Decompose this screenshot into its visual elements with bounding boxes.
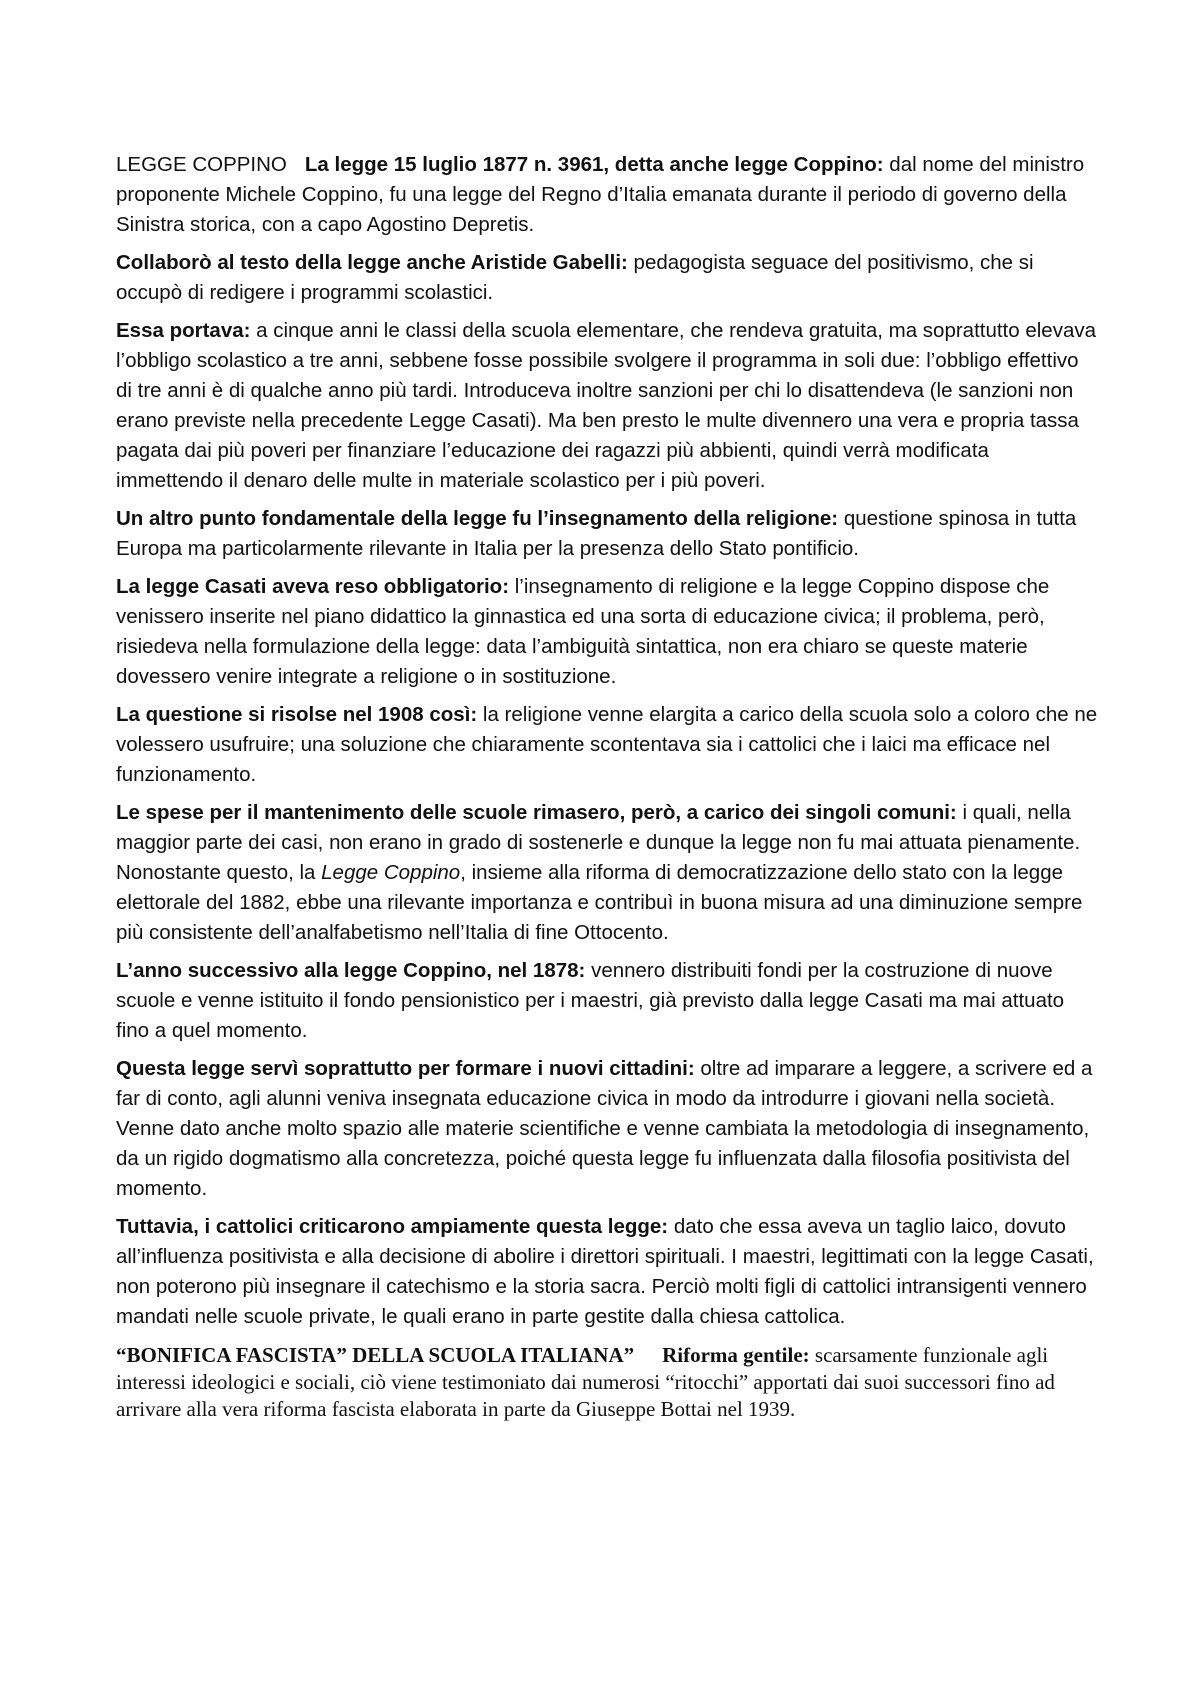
paragraph-lead: Questa legge servì soprattutto per formare i nuovi cittadini: — [116, 1057, 695, 1080]
paragraph-bonifica-fascista — [116, 1342, 1100, 1423]
paragraph-lead: Collaborò al testo della legge anche Aristide Gabelli: — [116, 251, 628, 274]
italic-legge-coppino: Legge Coppino — [321, 861, 461, 884]
paragraph-text: dal nome del ministro proponente Michele Coppino, fu una legge del Regno d’Italia emanata durante il periodo di governo della Sinistra storica, con a capo Agostino Depretis. — [116, 153, 1085, 236]
paragraph-lead: L’anno successivo alla legge Coppino, nel 1878: — [116, 959, 586, 982]
paragraph-lead: Essa portava: — [116, 319, 251, 342]
paragraph-legge-casati — [116, 572, 1100, 692]
paragraph-religione — [116, 504, 1100, 564]
paragraph-lead: La questione si risolse nel 1908 così: — [116, 703, 478, 726]
paragraph-legge-coppino — [116, 150, 1100, 240]
document-page — [116, 150, 1100, 1431]
paragraph-text: oltre ad imparare a leggere, a scrivere ed a far di conto, agli alunni veniva insegnata educazione civica in modo da introdurre i giovani nella società. Venne dato anche molto spazio alle materie scientifiche e venne cambiata la metodologia di insegnamento, da un rigido dogmatismo alla concretezza, poiché questa legge fu influenzata dalla filosofia positivista del momento. — [116, 1057, 1093, 1200]
paragraph-nuovi-cittadini — [116, 1054, 1100, 1204]
paragraph-essa-portava — [116, 316, 1100, 496]
paragraph-lead: Tuttavia, i cattolici criticarono ampiamente questa legge: — [116, 1215, 669, 1238]
paragraph-text: a cinque anni le classi della scuola elementare, che rendeva gratuita, ma soprattutto elevava l’obbligo scolastico a tre anni, sebbene fosse possibile svolgere il programma in soli due: l’obbligo effettivo di tre anni è di qualche anno più tardi. Introduceva inoltre sanzioni per chi lo disattendeva (le sanzioni non erano previste nella precedente Legge Casati). Ma ben presto le multe divennero una vera e propria tassa pagata dai più poveri per finanziare l’educazione dei ragazzi più abbienti, quindi verrà modificata immettendo il denaro delle multe in materiale scolastico per i più poveri. — [116, 319, 1097, 492]
paragraph-text: scarsamente funzionale agli interessi ideologici e sociali, ciò viene testimoniato dai numerosi “ritocchi” apportati dai suoi successori fino ad arrivare alla vera riforma fascista elaborata in parte da Giuseppe Bottai nel 1939. — [116, 1343, 1055, 1421]
paragraph-lead: La legge Casati aveva reso obbligatorio: — [116, 575, 510, 598]
paragraph-text: pedagogista seguace del positivismo, che si occupò di redigere i programmi scolastici. — [116, 251, 1034, 304]
section-title: LEGGE COPPINO — [116, 153, 287, 176]
paragraph-text: questione spinosa in tutta Europa ma particolarmente rilevante in Italia per la presenza dello Stato pontificio. — [116, 507, 1077, 560]
paragraph-lead: Le spese per il mantenimento delle scuole rimasero, però, a carico dei singoli comuni: — [116, 801, 957, 824]
paragraph-1878 — [116, 956, 1100, 1046]
paragraph-text: la religione venne elargita a carico della scuola solo a coloro che ne volessero usufruire; una soluzione che chiaramente scontentava sia i cattolici che i laici ma efficace nel funzionamento. — [116, 703, 1098, 786]
paragraph-1908 — [116, 700, 1100, 790]
paragraph-gabelli — [116, 248, 1100, 308]
paragraph-text: dato che essa aveva un taglio laico, dovuto all’influenza positivista e alla decisione di abolire i direttori spirituali. I maestri, legittimati con la legge Casati, non poterono più insegnare il catechismo e la storia sacra. Perciò molti figli di cattolici intransigenti vennero mandati nelle scuole private, le quali erano in parte gestite dalla chiesa cattolica. — [116, 1215, 1094, 1328]
paragraph-text: l’insegnamento di religione e la legge Coppino dispose che venissero inserite nel piano didattico la ginnastica ed una sorta di educazione civica; il problema, però, risiedeva nella formulazione della legge: data l’ambiguità sintattica, non era chiaro se queste materie dovessero venire integrate a religione o in sostituzione. — [116, 575, 1050, 688]
section-title: “BONIFICA FASCISTA” DELLA SCUOLA ITALIANA” — [116, 1343, 635, 1367]
paragraph-text: i quali, nella maggior parte dei casi, non erano in grado di sostenerle e dunque la legge non fu mai attuata pienamente. Nonostante questo, la — [116, 801, 1081, 884]
paragraph-lead: Un altro punto fondamentale della legge fu l’insegnamento della religione: — [116, 507, 839, 530]
paragraph-cattolici — [116, 1212, 1100, 1332]
paragraph-text: , insieme alla riforma di democratizzazione dello stato con la legge elettorale del 1882, ebbe una rilevante importanza e contribuì in buona misura ad una diminuzione sempre più consistente dell’analfabetismo nell’Italia di fine Ottocento. — [116, 861, 1083, 944]
paragraph-spese — [116, 798, 1100, 948]
paragraph-lead: Riforma gentile: — [662, 1343, 810, 1367]
paragraph-lead: La legge 15 luglio 1877 n. 3961, detta anche legge Coppino: — [304, 153, 884, 176]
paragraph-text: vennero distribuiti fondi per la costruzione di nuove scuole e venne istituito il fondo pensionistico per i maestri, già previsto dalla legge Casati ma mai attuato fino a quel momento. — [116, 959, 1065, 1042]
